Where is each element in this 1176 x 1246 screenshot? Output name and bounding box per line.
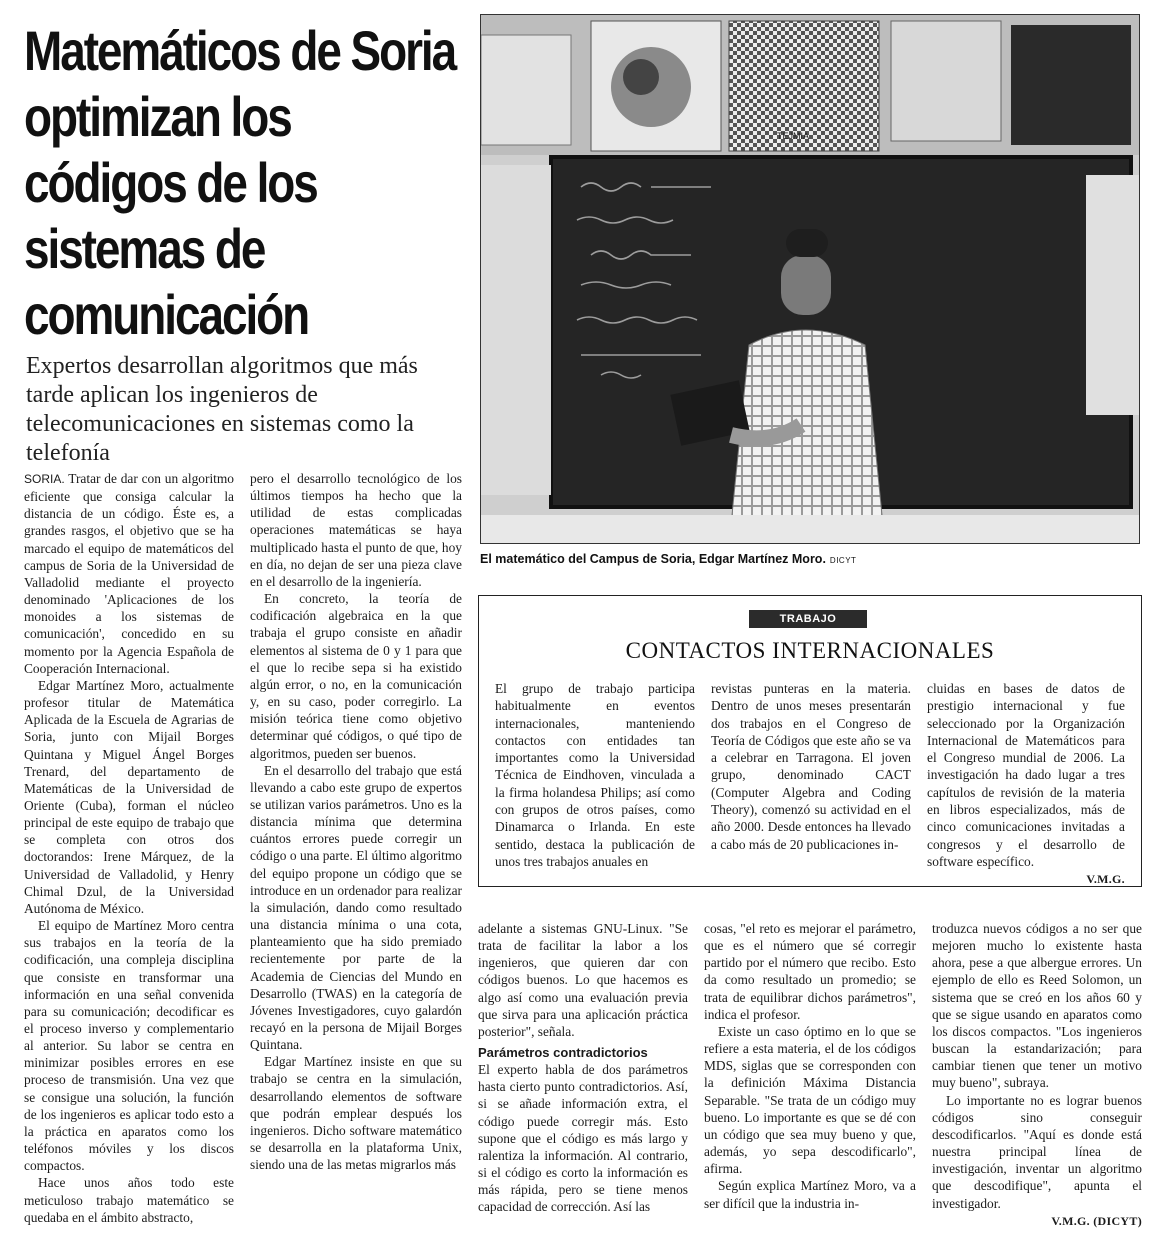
dateline: SORIA. [24, 472, 65, 486]
body-column-1: SORIA. Tratar de dar con un algoritmo eficiente que consiga calcular la distancia de un código. Éste es, a grandes rasgos, el objetivo que se ha marcado el equipo de matemáticos del campus de Soria de la Universidad de Valladolid mediante el proyecto denominado 'Aplicaciones de los monoides a los sistemas de comunicación', concedido en su momento por la Agencia Española de Cooperación Internacional. Edgar Martínez Moro, actualmente profesor titular de Matemática Aplicada de la Escuela de Agrarias de Soria, junto con Mijail Borges Quintana y Miguel Ángel Borges Trenard, del departamento de Matemáticas de la Universidad de Oriente (Cuba), forman el núcleo principal de este equipo de trabajo que se completa con otros dos doctorandos: Irene Márquez, de la Universidad de Valladolid, y Henry Chimal Dzul, de la Universidad Autónoma de México. El equipo de Martínez Moro centra sus trabajos en la teoría de la codificación, una compleja disciplina que consiste en transformar una información en una señal convenida para su comunicación; decodificar es el proceso inverso y complementario al anterior. Su labor se centra en minimizar posibles errores en ese proceso de transmisión. Una vez que se consigue una solución, la función de los ingenieros es aplicar todo esto a la práctica en aparatos como los teléfonos móviles y los discos compactos. Hace unos años todo este meticuloso trabajo matemático se quedaba en el ámbito abstracto, [24, 471, 235, 1225]
sidebar-title: CONTACTOS INTERNACIONALES [625, 638, 995, 663]
sidebar-badge: TRABAJO [749, 610, 867, 628]
body-column-4: cosas, "el reto es mejorar el parámetro, que es el número que sé corregir partido por el número que recibo. Esto da como resultado un promedio; se trata de equilibrar dichos parámetros", indica el profesor. Existe un caso óptimo en lo que se refiere a esta materia, el de los códigos MDS, siglas que se corresponden con la definición Máxima Distancia Separable. "Se trata de un código muy bueno. Lo importante es que se dé con un código que sea muy bueno y que, además, yo sepa descodificarlo", afirma. Según explica Martínez Moro, va a ser difícil que la industria in- [704, 921, 916, 1211]
sidebar-column-3: cluidas en bases de datos de prestigio internacional y fue seleccionado por la Organización Internacional de Matemáticos para el Congreso mundial de 2006. La investigación ha dado lugar a tres capítulos de revisión de la materia en libros especializados, más de cinco comunicaciones invitadas a congresos y el desarrollo de software específico. V.M.G. [927, 680, 1125, 889]
sidebar-column-2: revistas punteras en la materia. Dentro de unos meses presentarán dos trabajos en el Congreso de Teoría de Códigos que este año se va a celebrar en Tarragona. El joven grupo, denominado CACT (Computer Algebra and Coding Theory), comenzó su actividad en el año 2000. Desde entonces ha llevado a cabo más de 20 publicaciones in- [711, 681, 911, 852]
subhead: Expertos desarrollan algoritmos que más tarde aplican los ingenieros de telecomunicaciones en sistemas como la telefonía [26, 353, 418, 466]
sidebar-column-1: El grupo de trabajo participa habitualmente en eventos internacionales, manteniendo contactos con entidades tan importantes como la Universidad Técnica de Eindhoven, vinculada a la firma holandesa Philips; así como con grupos de otros países, como Dinamarca o Irlanda. En este sentido, destaca la publicación de unos tres trabajos anuales en [495, 681, 695, 869]
body-column-2: pero el desarrollo tecnológico de los últimos tiempos ha hecho que la utilidad de estas complicadas operaciones matemáticas se haya multiplicado hasta el punto de que, hoy en día, no dejan de ser una pieza clave en el desarrollo de la ingeniería. En concreto, la teoría de codificación algebraica en la que trabaja el grupo consiste en añadir elementos al sistema de 0 y 1 para que el que lo recibe sepa si ha existido algún error, o no, en la comunicación y, en su caso, poder corregirlo. La misión teórica tiene como objetivo determinar qué códigos, o qué tipo de algoritmos, pueden ser buenos. En el desarrollo del trabajo que está llevando a cabo este grupo de expertos se utilizan varios parámetros. Uno es la distancia mínima que determina cuántos errores puede corregir un código o una parte. El último algoritmo del equipo propone un código que se introduce en un ordenador para realizar la simulación, dando como resultado una distancia mínima o una cota, planteamiento que ha sido premiado recientemente por parte de la Academia de Ciencias del Mundo en Desarrollo (TWAS) en la categoría de Jóvenes Investigadores, cuyo galardón recayó en la persona de Mijail Borges Quintana. Edgar Martínez insiste en que su trabajo se centra en la simulación, desarrollando elementos de software que podrán emplear después los ingenieros. Dicho software matemático se desarrolla en la plataforma Unix, siendo una de las metas migrarlos más [250, 471, 462, 1173]
body-column-5: troduzca nuevos códigos a no ser que mejoren mucho lo existente hasta ahora, pese a que albergue errores. Un ejemplo de ello es Reed Solomon, un sistema que se creó en los años 60 y que se sigue usando en aparatos como los discos compactos. "Los ingenieros buscan la estandarización; para cambiar tienen que tener un motivo muy bueno", subraya. Lo importante no es lograr buenos códigos sino conseguir descodificarlos. "Aquí es donde está nuestra principal línea de investigación, inventar un algoritmo que descodifique", apunta el investigador. V.M.G. (DICYT) [932, 920, 1142, 1230]
article-signature: V.M.G. (DICYT) [1051, 1213, 1142, 1228]
article-photo [480, 14, 1140, 544]
photo-caption: El matemático del Campus de Soria, Edgar Martínez Moro. DICYT [480, 552, 857, 566]
body-column-3: adelante a sistemas GNU-Linux. "Se trata de facilitar la labor a los ingenieros, que quieren dar con códigos buenos. Lo que hacemos es algo así como una evaluación previa que sirva para una aplicación práctica posterior", señala. Parámetros contradictorios El experto habla de dos parámetros hasta cierto punto contradictorios. Así, si se añade información extra, el código puede corregir más. Esto supone que el código es más largo y ralentiza la información. Al contrario, si el código es corto la información es más rápida, pero se tiene menos capacidad de corrección. Así las [478, 921, 688, 1215]
poster-label: TEJMIA [777, 131, 810, 141]
section-heading: Parámetros contradictorios [478, 1045, 648, 1061]
photo-credit: DICYT [829, 556, 857, 565]
sidebar-signature: V.M.G. [1086, 872, 1125, 887]
headline: Matemáticos de Soria optimizan los códigos de los sistemas de comunicación [24, 19, 456, 346]
sidebar-box [478, 595, 1142, 887]
